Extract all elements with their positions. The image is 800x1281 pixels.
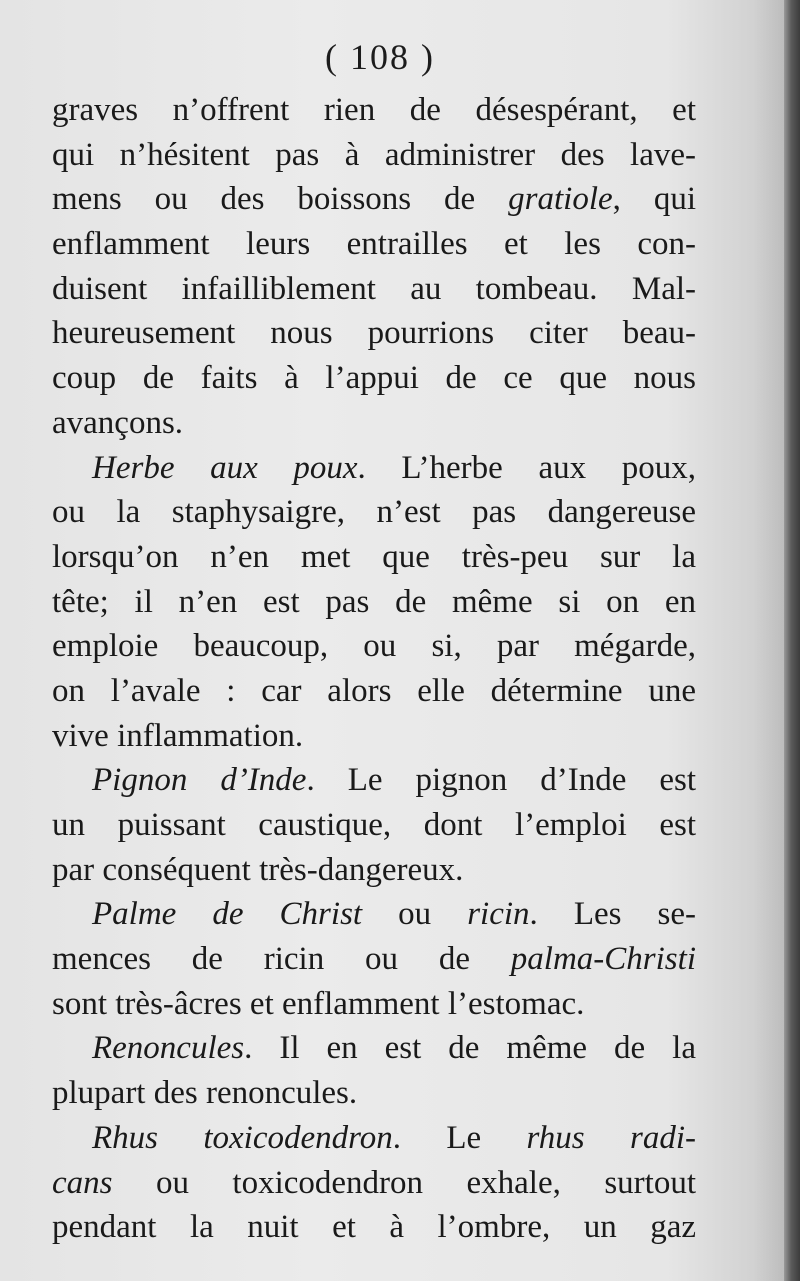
entry-heading: Herbe aux poux <box>92 449 358 486</box>
text-line: coup de faits à l’appui de ce que nous <box>52 360 696 397</box>
text-line: ou la staphysaigre, n’est pas dangereuse <box>52 494 696 531</box>
text-line: on l’avale : car alors elle détermine une <box>52 672 696 709</box>
entry-heading: Palme de Christ <box>92 896 363 933</box>
italic-term: ricin <box>467 896 530 933</box>
text-line: avançons. <box>52 404 184 441</box>
page-edge-shadow <box>784 0 800 1281</box>
text-line: qui n’hésitent pas à administrer des lave- <box>52 136 696 173</box>
text-line: lorsqu’on n’en met que très-peu sur la <box>52 538 696 575</box>
entry-heading: Renoncules <box>92 1030 245 1067</box>
text-line: Palme de Christ ou ricin. Les se- <box>92 896 697 933</box>
text-line: cans ou toxicodendron exhale, surtout <box>52 1164 696 1201</box>
text-line: Rhus toxicodendron. Le rhus radi- <box>92 1119 696 1156</box>
text-line: enflamment leurs entrailles et les con- <box>52 226 696 263</box>
text-line: Pignon d’Inde. Le pignon d’Inde est <box>92 762 697 799</box>
text-line: vive inflammation. <box>52 717 304 754</box>
entry-heading: Pignon d’Inde <box>92 762 307 799</box>
text-line: par conséquent très-dangereux. <box>52 851 464 888</box>
text-line: sont très-âcres et enflamment l’estomac. <box>52 985 585 1022</box>
text-line: graves n’offrent rien de désespérant, et <box>52 92 696 128</box>
text-line: plupart des renoncules. <box>52 1075 358 1112</box>
page-number: ( 108 ) <box>325 37 435 77</box>
text-line: un puissant caustique, dont l’emploi est <box>52 807 696 843</box>
text-line: emploie beaucoup, ou si, par mégarde, <box>52 628 696 665</box>
text-line: Renoncules. Il en est de même de la <box>92 1030 696 1067</box>
italic-term: rhus radi- <box>526 1119 696 1156</box>
italic-term: palma-Christi <box>510 941 696 978</box>
text-line: heureusement nous pourrions citer beau- <box>52 315 696 352</box>
page-body-text <box>52 88 696 1250</box>
text-line: duisent infailliblement au tombeau. Mal- <box>52 270 696 307</box>
italic-term: cans <box>52 1164 113 1201</box>
text-line: Herbe aux poux. L’herbe aux poux, <box>92 449 696 486</box>
text-line: pendant la nuit et à l’ombre, un gaz <box>52 1209 696 1246</box>
text-line: mens ou des boissons de gratiole, qui <box>52 181 696 218</box>
italic-term: gratiole <box>508 181 613 218</box>
entry-heading: Rhus toxicodendron <box>92 1119 393 1156</box>
text-line: tête; il n’en est pas de même si on en <box>52 583 696 620</box>
text-line: mences de ricin ou de palma-Christi <box>52 941 696 978</box>
